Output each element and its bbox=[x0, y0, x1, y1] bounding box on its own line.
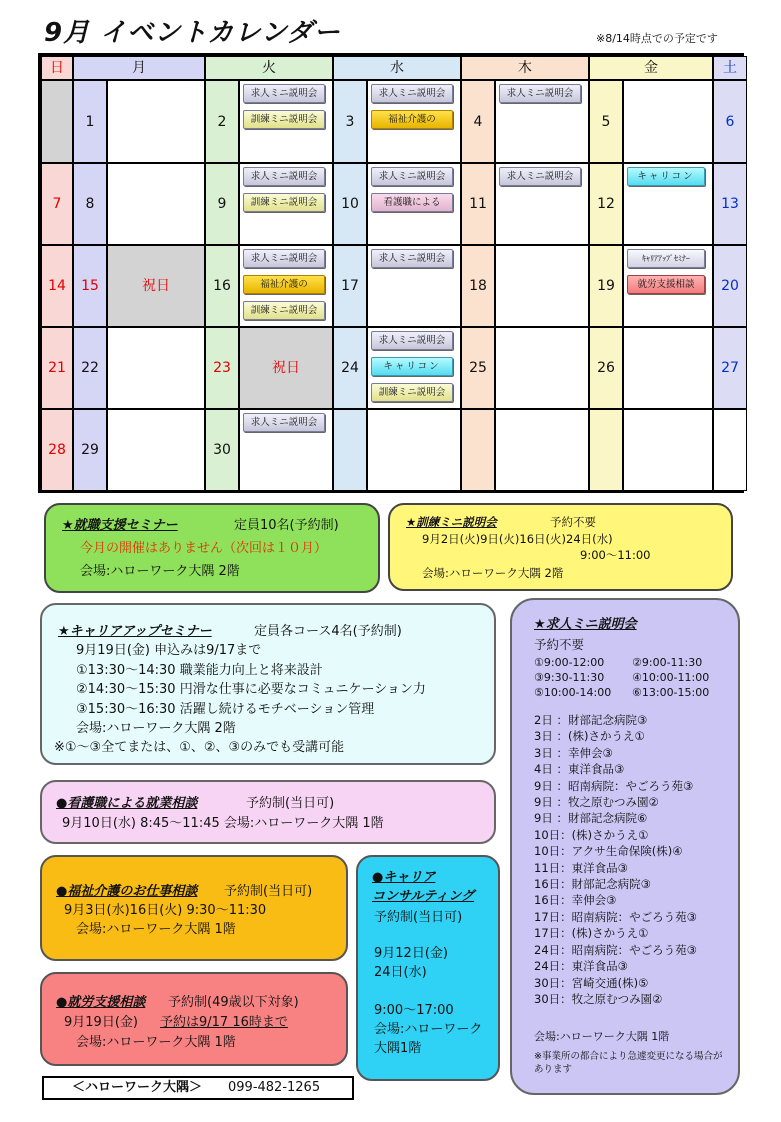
consult-title-2: コンサルティング bbox=[372, 889, 475, 904]
day-content-cell bbox=[107, 163, 205, 245]
event-kyujin-button[interactable]: 求人ミニ説明会 bbox=[499, 84, 581, 103]
shushoku-venue: 会場:ハローワーク大隅 2階 bbox=[80, 564, 240, 579]
kyujin-list-item: 9日 ：昭南病院：やごろう苑③ bbox=[534, 778, 694, 793]
day-number: 1 bbox=[85, 113, 95, 130]
kyujin-list-item: 24日：東洋食品③ bbox=[534, 959, 628, 974]
kyujin-schedule-list bbox=[534, 712, 697, 1007]
kyujin-list-item: 30日：牧之原むつみ園② bbox=[534, 991, 663, 1006]
kango-reservation: 予約制(当日可) bbox=[246, 796, 335, 811]
kyujin-list-item: 16日：財部記念病院③ bbox=[534, 877, 651, 892]
event-shuro-button[interactable]: 就労支援相談 bbox=[627, 275, 705, 294]
page-title: 9月 イベントカレンダー bbox=[44, 18, 341, 48]
day-number-cell bbox=[461, 409, 495, 491]
kunren-dates: 9月2日(火)9日(火)16日(火)24日(水) bbox=[422, 532, 613, 546]
event-career-button[interactable]: キャリコン bbox=[627, 167, 705, 186]
day-number: 16 bbox=[213, 278, 231, 294]
day-content-cell bbox=[623, 327, 713, 409]
day-number: 7 bbox=[52, 196, 62, 212]
event-career-button[interactable]: キャリコン bbox=[371, 357, 453, 376]
box-kunren bbox=[388, 503, 733, 591]
day-number: 11 bbox=[469, 196, 487, 212]
day-number-cell bbox=[41, 80, 73, 163]
kyujin-slot: ④10:00-11:00 bbox=[632, 671, 710, 684]
kyujin-slot: ③9:30-11:30 bbox=[534, 671, 605, 684]
kyujin-note: ※事業所の都合により急遽変更になる場合があります bbox=[534, 1051, 723, 1075]
shuro-reservation: 予約制(49歳以下対象) bbox=[168, 995, 299, 1010]
footer-office: ＜ハローワーク大隅＞ bbox=[72, 1080, 203, 1095]
day-number: 6 bbox=[725, 113, 735, 130]
kyujin-list-item: 4日 ：東洋食品③ bbox=[534, 762, 625, 777]
box-career-up-seminar bbox=[40, 603, 496, 765]
day-number-cell bbox=[333, 409, 367, 491]
event-kunren-button[interactable]: 訓練ミニ説明会 bbox=[243, 110, 325, 129]
day-number: 18 bbox=[469, 278, 487, 294]
day-number: 21 bbox=[48, 360, 66, 376]
day-number: 26 bbox=[597, 360, 615, 376]
career-up-title: ★キャリアアップセミナー bbox=[58, 624, 212, 639]
fukushi-title: ●福祉介護のお仕事相談 bbox=[56, 884, 198, 899]
day-number: 3 bbox=[345, 113, 355, 130]
kunren-title: ★訓練ミニ説明会 bbox=[406, 515, 497, 529]
day-number: 2 bbox=[217, 113, 227, 130]
day-number: 17 bbox=[341, 278, 359, 294]
kyujin-list-item: 30日：宮崎交通(株)⑤ bbox=[534, 975, 649, 990]
event-kunren-button[interactable]: 訓練ミニ説明会 bbox=[243, 301, 325, 320]
holiday-label: 祝日 bbox=[142, 278, 170, 294]
event-kyujin-button[interactable]: 求人ミニ説明会 bbox=[243, 413, 325, 432]
kyujin-list-item: 17日：昭南病院：やごろう苑③ bbox=[534, 909, 697, 924]
day-number: 27 bbox=[721, 360, 739, 376]
day-number-cell bbox=[589, 409, 623, 491]
kyujin-list-item: 16日：幸伸会③ bbox=[534, 893, 617, 908]
kunren-time: 9:00～11:00 bbox=[580, 548, 651, 562]
weekday-header-fri: 金 bbox=[589, 56, 713, 80]
holiday-label: 祝日 bbox=[272, 360, 300, 376]
kyujin-list-item: 9日 ：財部記念病院⑥ bbox=[534, 811, 648, 826]
weekday-header-mon: 月 bbox=[73, 56, 205, 80]
shuro-deadline: 予約は9/17 16時まで bbox=[160, 1015, 288, 1030]
shushoku-title: ★就職支援セミナー bbox=[62, 518, 178, 533]
shuro-venue: 会場:ハローワーク大隅 1階 bbox=[76, 1035, 236, 1050]
fukushi-reservation: 予約制(当日可) bbox=[224, 884, 313, 899]
footer-phone[interactable]: 099-482-1265 bbox=[228, 1080, 321, 1095]
day-content-cell bbox=[495, 409, 589, 491]
event-kyujin-button[interactable]: 求人ミニ説明会 bbox=[243, 84, 325, 103]
shushoku-note: 今月の開催はありません（次回は１０月） bbox=[80, 541, 328, 556]
event-kyujin-button[interactable]: 求人ミニ説明会 bbox=[371, 331, 453, 350]
shushoku-capacity: 定員10名(予約制) bbox=[234, 518, 339, 533]
day-number: 19 bbox=[597, 278, 615, 294]
day-number: 24 bbox=[341, 360, 359, 376]
day-content-cell bbox=[107, 409, 205, 491]
day-number: 8 bbox=[85, 196, 95, 212]
day-content-cell bbox=[367, 409, 461, 491]
kyujin-list-item: 17日：(株)さかうえ① bbox=[534, 926, 649, 941]
box-fukushi bbox=[40, 855, 348, 961]
fukushi-dates: 9月3日(水)16日(火) 9:30～11:30 bbox=[64, 903, 267, 918]
shuro-date: 9月19日(金) bbox=[64, 1015, 138, 1030]
day-number-cell bbox=[713, 409, 747, 491]
day-content-cell bbox=[107, 80, 205, 163]
event-kyujin-button[interactable]: 求人ミニ説明会 bbox=[243, 167, 325, 186]
event-fukushi-button[interactable]: 福祉介護の bbox=[243, 275, 325, 294]
event-kunren-button[interactable]: 訓練ミニ説明会 bbox=[243, 193, 325, 212]
day-number: 15 bbox=[81, 278, 99, 294]
career-up-course-2: ②14:30～15:30 円滑な仕事に必要なコミュニケーション力 bbox=[76, 682, 426, 697]
kango-detail: 9月10日(水) 8:45～11:45 会場:ハローワーク大隅 1階 bbox=[62, 816, 384, 831]
kyujin-reservation: 予約不要 bbox=[534, 637, 585, 652]
event-kyujin-button[interactable]: 求人ミニ説明会 bbox=[371, 84, 453, 103]
event-kyujin-button[interactable]: 求人ミニ説明会 bbox=[371, 167, 453, 186]
as-of-note: ※8/14時点での予定です bbox=[596, 32, 718, 45]
event-kunren-button[interactable]: 訓練ミニ説明会 bbox=[371, 383, 453, 402]
event-calendar bbox=[38, 53, 744, 493]
day-number: 13 bbox=[721, 196, 739, 212]
kyujin-list-item: 10日：(株)さかうえ① bbox=[534, 827, 649, 842]
day-number: 30 bbox=[213, 442, 231, 458]
day-number: 23 bbox=[213, 360, 231, 376]
day-number: 5 bbox=[601, 113, 611, 130]
weekday-header-tue: 火 bbox=[205, 56, 333, 80]
career-up-venue: 会場:ハローワーク大隅 2階 bbox=[76, 721, 236, 736]
career-up-course-3: ③15:30～16:30 活躍し続けるモチベーション管理 bbox=[76, 702, 375, 717]
kyujin-list-item: 3日 ：幸伸会③ bbox=[534, 745, 613, 760]
kyujin-slot: ②9:00-11:30 bbox=[632, 656, 703, 669]
kunren-venue: 会場:ハローワーク大隅 2階 bbox=[422, 566, 564, 580]
career-up-date: 9月19日(金) 申込みは9/17まで bbox=[76, 643, 262, 658]
box-kyujin bbox=[510, 598, 740, 1095]
event-career-up-button[interactable]: ｷｬﾘｱｱｯﾌﾟｾﾐﾅｰ bbox=[627, 249, 705, 268]
consult-title-1: ●キャリア bbox=[372, 870, 436, 885]
weekday-header-sun: 日 bbox=[41, 56, 73, 80]
day-content-cell bbox=[495, 327, 589, 409]
kyujin-list-item: 3日 ：(株)さかうえ① bbox=[534, 729, 645, 744]
weekday-header-wed: 水 bbox=[333, 56, 461, 80]
day-number: 29 bbox=[81, 442, 99, 458]
kyujin-venue: 会場:ハローワーク大隅 1階 bbox=[534, 1030, 670, 1043]
kyujin-list-item: 9日 ：牧之原むつみ園② bbox=[534, 795, 659, 810]
consult-time: 9:00～17:00 bbox=[374, 1003, 454, 1018]
event-kyujin-button[interactable]: 求人ミニ説明会 bbox=[499, 167, 581, 186]
day-number: 4 bbox=[473, 113, 483, 130]
event-kyujin-button[interactable]: 求人ミニ説明会 bbox=[371, 249, 453, 268]
event-kango-button[interactable]: 看護職による bbox=[371, 193, 453, 212]
kyujin-list-item: 10日：アクサ生命保険(株)④ bbox=[534, 844, 683, 859]
kango-title: ●看護職による就業相談 bbox=[56, 796, 198, 811]
day-number: 10 bbox=[341, 196, 359, 212]
day-number: 20 bbox=[721, 278, 739, 294]
kyujin-list-item: 2日 ：財部記念病院③ bbox=[534, 713, 648, 727]
event-fukushi-button[interactable]: 福祉介護の bbox=[371, 110, 453, 129]
fukushi-venue: 会場:ハローワーク大隅 1階 bbox=[76, 922, 236, 937]
kyujin-slot: ⑤10:00-14:00 bbox=[534, 686, 612, 699]
box-shushoku-seminar bbox=[44, 503, 380, 593]
consult-date-1: 9月12日(金) bbox=[374, 946, 448, 961]
day-number: 9 bbox=[217, 196, 227, 212]
day-number: 28 bbox=[48, 442, 66, 458]
kyujin-slot: ①9:00-12:00 bbox=[534, 656, 605, 669]
day-number: 22 bbox=[81, 360, 99, 376]
box-career-consulting bbox=[356, 855, 500, 1081]
consult-venue-1: 会場:ハローワーク bbox=[374, 1022, 483, 1037]
career-up-capacity: 定員各コース4名(予約制) bbox=[254, 624, 402, 639]
day-content-cell bbox=[623, 409, 713, 491]
kyujin-title: ★求人ミニ説明会 bbox=[534, 617, 637, 632]
day-number: 12 bbox=[597, 196, 615, 212]
career-up-course-1: ①13:30～14:30 職業能力向上と将来設計 bbox=[76, 663, 323, 678]
day-number: 25 bbox=[469, 360, 487, 376]
day-content-cell bbox=[107, 327, 205, 409]
kyujin-time-slots bbox=[534, 655, 734, 700]
footer-contact bbox=[42, 1076, 354, 1100]
career-up-note: ※①～③全てまたは、①、②、③のみでも受講可能 bbox=[54, 740, 345, 755]
consult-date-2: 24日(水) bbox=[374, 965, 427, 980]
shuro-title: ●就労支援相談 bbox=[56, 995, 146, 1010]
kyujin-slot: ⑥13:00-15:00 bbox=[632, 686, 710, 699]
weekday-header-thu: 木 bbox=[461, 56, 589, 80]
box-kango bbox=[40, 780, 496, 844]
kunren-reservation: 予約不要 bbox=[550, 515, 596, 529]
kyujin-list-item: 24日：昭南病院：やごろう苑③ bbox=[534, 942, 697, 957]
weekday-header-sat: 土 bbox=[713, 56, 747, 80]
day-number: 14 bbox=[48, 278, 66, 294]
kyujin-list-item: 11日：東洋食品③ bbox=[534, 860, 628, 875]
box-shuro bbox=[40, 972, 348, 1066]
event-kyujin-button[interactable]: 求人ミニ説明会 bbox=[243, 249, 325, 268]
consult-venue-2: 大隅1階 bbox=[374, 1041, 422, 1056]
consult-reservation: 予約制(当日可) bbox=[374, 910, 463, 925]
day-content-cell bbox=[623, 80, 713, 163]
day-content-cell bbox=[495, 245, 589, 327]
